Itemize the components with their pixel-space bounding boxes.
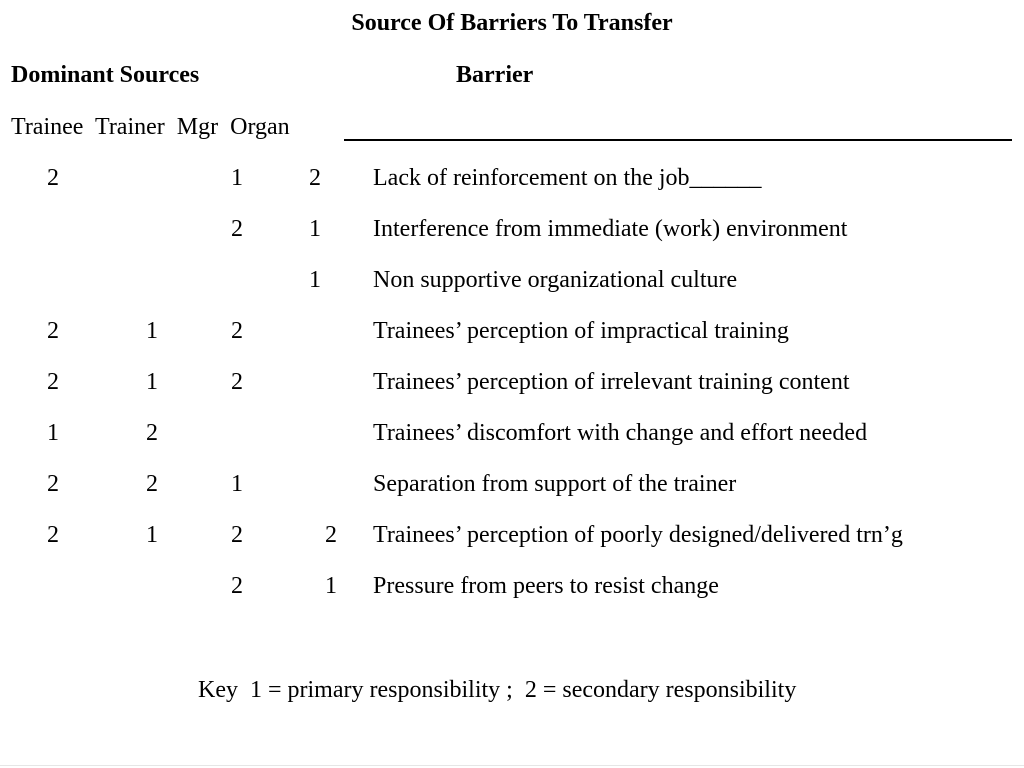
barrier-text: Trainees’ perception of irrelevant training content [373, 369, 850, 395]
organ-value: 1 [325, 573, 337, 599]
barrier-text: Pressure from peers to resist change [373, 573, 719, 599]
table-row [0, 165, 1024, 195]
barrier-text: Separation from support of the trainer [373, 471, 737, 497]
key-legend: Key 1 = primary responsibility ; 2 = secondary responsibility [198, 677, 797, 703]
dominant-sources-header: Dominant Sources [11, 62, 200, 88]
trainee-value: 2 [47, 318, 59, 344]
header-underline [344, 139, 1012, 141]
mgr-value: 2 [231, 522, 243, 548]
trainer-value: 2 [146, 471, 158, 497]
trainee-value: 1 [47, 420, 59, 446]
table-row [0, 267, 1024, 297]
table-row [0, 216, 1024, 246]
barrier-header: Barrier [456, 62, 534, 88]
table-row [0, 471, 1024, 501]
organ-value: 2 [325, 522, 337, 548]
trainee-value: 2 [47, 471, 59, 497]
barrier-text: Trainees’ perception of poorly designed/delivered trn’g [373, 522, 903, 548]
bottom-divider [0, 765, 1024, 766]
trainer-value: 1 [146, 369, 158, 395]
table-row [0, 522, 1024, 552]
mgr-value: 2 [231, 216, 243, 242]
barrier-text: Interference from immediate (work) environment [373, 216, 848, 242]
trainee-value: 2 [47, 165, 59, 191]
trainee-value: 2 [47, 369, 59, 395]
trainer-value: 2 [146, 420, 158, 446]
organ-value: 1 [309, 267, 321, 293]
barrier-text: Non supportive organizational culture [373, 267, 738, 293]
table-row [0, 420, 1024, 450]
column-headers [11, 115, 290, 139]
trainer-value: 1 [146, 318, 158, 344]
trainer-value: 1 [146, 522, 158, 548]
organ-value: 2 [309, 165, 321, 191]
organ-value: 1 [309, 216, 321, 242]
mgr-value: 2 [231, 573, 243, 599]
page-title: Source Of Barriers To Transfer [351, 10, 673, 36]
column-headers-label: Trainee Trainer Mgr Organ [11, 114, 290, 140]
table-row [0, 573, 1024, 603]
table-row [0, 369, 1024, 399]
mgr-value: 2 [231, 369, 243, 395]
mgr-value: 1 [231, 471, 243, 497]
trainee-value: 2 [47, 522, 59, 548]
barrier-text: Lack of reinforcement on the job______ [373, 165, 762, 191]
barrier-text: Trainees’ perception of impractical training [373, 318, 789, 344]
table-row [0, 318, 1024, 348]
barrier-text: Trainees’ discomfort with change and effort needed [373, 420, 868, 446]
mgr-value: 1 [231, 165, 243, 191]
mgr-value: 2 [231, 318, 243, 344]
